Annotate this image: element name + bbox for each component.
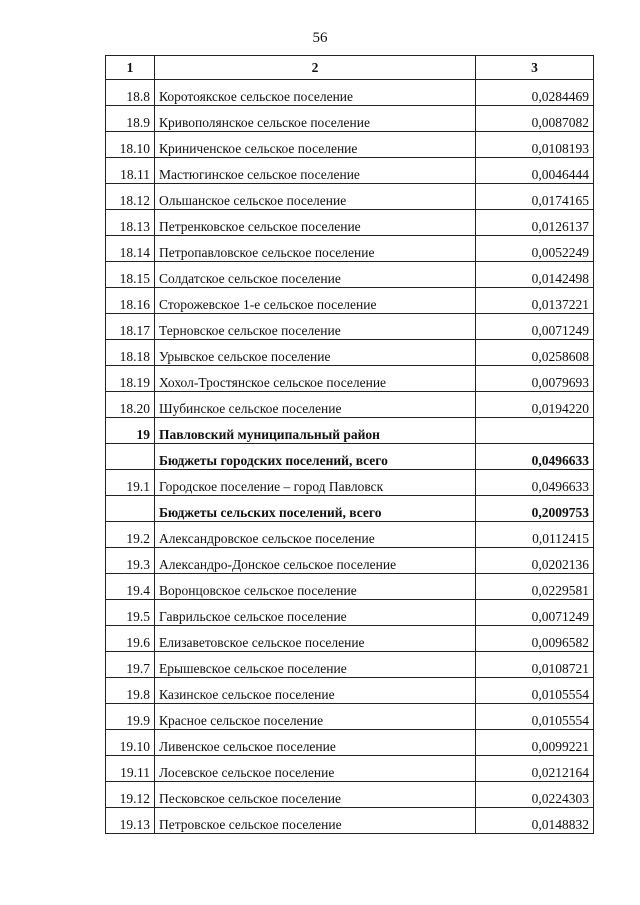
table-row: [106, 756, 594, 782]
table-row: [106, 210, 594, 236]
settlement-name: Петренковское сельское поселение: [155, 210, 476, 236]
row-number: 18.19: [106, 366, 155, 392]
row-value: 0,0112415: [476, 522, 594, 548]
table-row: [106, 730, 594, 756]
row-value: 0,0224303: [476, 782, 594, 808]
settlement-name: Сторожевское 1-е сельское поселение: [155, 288, 476, 314]
row-number: 18.17: [106, 314, 155, 340]
settlement-name: Петровское сельское поселение: [155, 808, 476, 834]
settlement-name: Петропавловское сельское поселение: [155, 236, 476, 262]
row-number: 19.12: [106, 782, 155, 808]
table-row: [106, 340, 594, 366]
table-row: [106, 184, 594, 210]
row-value: 0,0126137: [476, 210, 594, 236]
settlement-name: Хохол-Тростянское сельское поселение: [155, 366, 476, 392]
settlement-name: Урывское сельское поселение: [155, 340, 476, 366]
table-row: [106, 548, 594, 574]
row-value: 0,0046444: [476, 158, 594, 184]
settlement-name: Александро-Донское сельское поселение: [155, 548, 476, 574]
settlement-name: Бюджеты сельских поселений, всего: [155, 496, 476, 522]
table-header: [106, 56, 594, 80]
row-number: 18.15: [106, 262, 155, 288]
table-row: [106, 652, 594, 678]
row-number: 19.10: [106, 730, 155, 756]
settlement-name: Казинское сельское поселение: [155, 678, 476, 704]
row-value: 0,0174165: [476, 184, 594, 210]
table-row: [106, 808, 594, 834]
row-number: 18.20: [106, 392, 155, 418]
table-row: [106, 782, 594, 808]
table-row: [106, 80, 594, 106]
row-number: 19.3: [106, 548, 155, 574]
row-value: 0,2009753: [476, 496, 594, 522]
row-number: 19.1: [106, 470, 155, 496]
settlement-name: Городское поселение – город Павловск: [155, 470, 476, 496]
settlement-name: Красное сельское поселение: [155, 704, 476, 730]
row-number: 19.9: [106, 704, 155, 730]
row-value: 0,0052249: [476, 236, 594, 262]
row-number: 18.12: [106, 184, 155, 210]
row-number: 18.16: [106, 288, 155, 314]
row-number: 19.7: [106, 652, 155, 678]
settlement-name: Ольшанское сельское поселение: [155, 184, 476, 210]
table-row: [106, 626, 594, 652]
table-row: [106, 522, 594, 548]
table-row: [106, 704, 594, 730]
table-row: [106, 314, 594, 340]
page-number: 56: [312, 30, 328, 46]
settlement-name: Мастюгинское сельское поселение: [155, 158, 476, 184]
table-row: [106, 600, 594, 626]
row-number: 18.13: [106, 210, 155, 236]
settlement-name: Ерышевское сельское поселение: [155, 652, 476, 678]
row-value: [476, 418, 594, 444]
column-header-number: 1: [106, 56, 155, 80]
row-number: 18.10: [106, 132, 155, 158]
table-row: [106, 444, 594, 470]
table-row: [106, 288, 594, 314]
table-row: [106, 418, 594, 444]
row-number: 19.2: [106, 522, 155, 548]
row-value: 0,0096582: [476, 626, 594, 652]
row-value: 0,0496633: [476, 470, 594, 496]
row-value: 0,0202136: [476, 548, 594, 574]
settlement-name: Шубинское сельское поселение: [155, 392, 476, 418]
table-row: [106, 236, 594, 262]
settlement-name: Солдатское сельское поселение: [155, 262, 476, 288]
settlement-name: Гаврильское сельское поселение: [155, 600, 476, 626]
table-row: [106, 678, 594, 704]
table-row: [106, 496, 594, 522]
row-value: 0,0105554: [476, 678, 594, 704]
row-number: 18.18: [106, 340, 155, 366]
table-body: [106, 80, 594, 834]
settlement-name: Павловский муниципальный район: [155, 418, 476, 444]
row-number: 19.11: [106, 756, 155, 782]
row-value: 0,0496633: [476, 444, 594, 470]
settlement-name: Лосевское сельское поселение: [155, 756, 476, 782]
header-row: [106, 56, 594, 80]
column-header-name: 2: [155, 56, 476, 80]
row-value: 0,0137221: [476, 288, 594, 314]
row-value: 0,0229581: [476, 574, 594, 600]
settlement-name: Воронцовское сельское поселение: [155, 574, 476, 600]
row-value: 0,0212164: [476, 756, 594, 782]
row-number: 19.5: [106, 600, 155, 626]
settlement-name: Ливенское сельское поселение: [155, 730, 476, 756]
table-row: [106, 392, 594, 418]
settlement-name: Александровское сельское поселение: [155, 522, 476, 548]
row-number: 19.6: [106, 626, 155, 652]
row-value: 0,0071249: [476, 314, 594, 340]
row-number: 18.9: [106, 106, 155, 132]
allocation-table: [105, 55, 594, 834]
row-value: 0,0108721: [476, 652, 594, 678]
row-number: 18.14: [106, 236, 155, 262]
row-number: 19.13: [106, 808, 155, 834]
table-row: [106, 132, 594, 158]
row-number: 18.8: [106, 80, 155, 106]
row-number: [106, 444, 155, 470]
row-value: 0,0105554: [476, 704, 594, 730]
table-row: [106, 262, 594, 288]
row-value: 0,0071249: [476, 600, 594, 626]
settlement-name: Песковское сельское поселение: [155, 782, 476, 808]
table-row: [106, 106, 594, 132]
settlement-name: Кривополянское сельское поселение: [155, 106, 476, 132]
row-number: [106, 496, 155, 522]
row-value: 0,0194220: [476, 392, 594, 418]
row-value: 0,0087082: [476, 106, 594, 132]
row-value: 0,0284469: [476, 80, 594, 106]
settlement-name: Криниченское сельское поселение: [155, 132, 476, 158]
column-header-value: 3: [476, 56, 594, 80]
row-value: 0,0258608: [476, 340, 594, 366]
row-number: 18.11: [106, 158, 155, 184]
row-number: 19.4: [106, 574, 155, 600]
settlement-name: Бюджеты городских поселений, всего: [155, 444, 476, 470]
row-value: 0,0142498: [476, 262, 594, 288]
table-row: [106, 366, 594, 392]
row-value: 0,0099221: [476, 730, 594, 756]
table-row: [106, 574, 594, 600]
settlement-name: Терновское сельское поселение: [155, 314, 476, 340]
row-number: 19: [106, 418, 155, 444]
table-row: [106, 158, 594, 184]
row-value: 0,0148832: [476, 808, 594, 834]
row-number: 19.8: [106, 678, 155, 704]
settlement-name: Коротоякское сельское поселение: [155, 80, 476, 106]
row-value: 0,0108193: [476, 132, 594, 158]
settlement-name: Елизаветовское сельское поселение: [155, 626, 476, 652]
table-row: [106, 470, 594, 496]
row-value: 0,0079693: [476, 366, 594, 392]
